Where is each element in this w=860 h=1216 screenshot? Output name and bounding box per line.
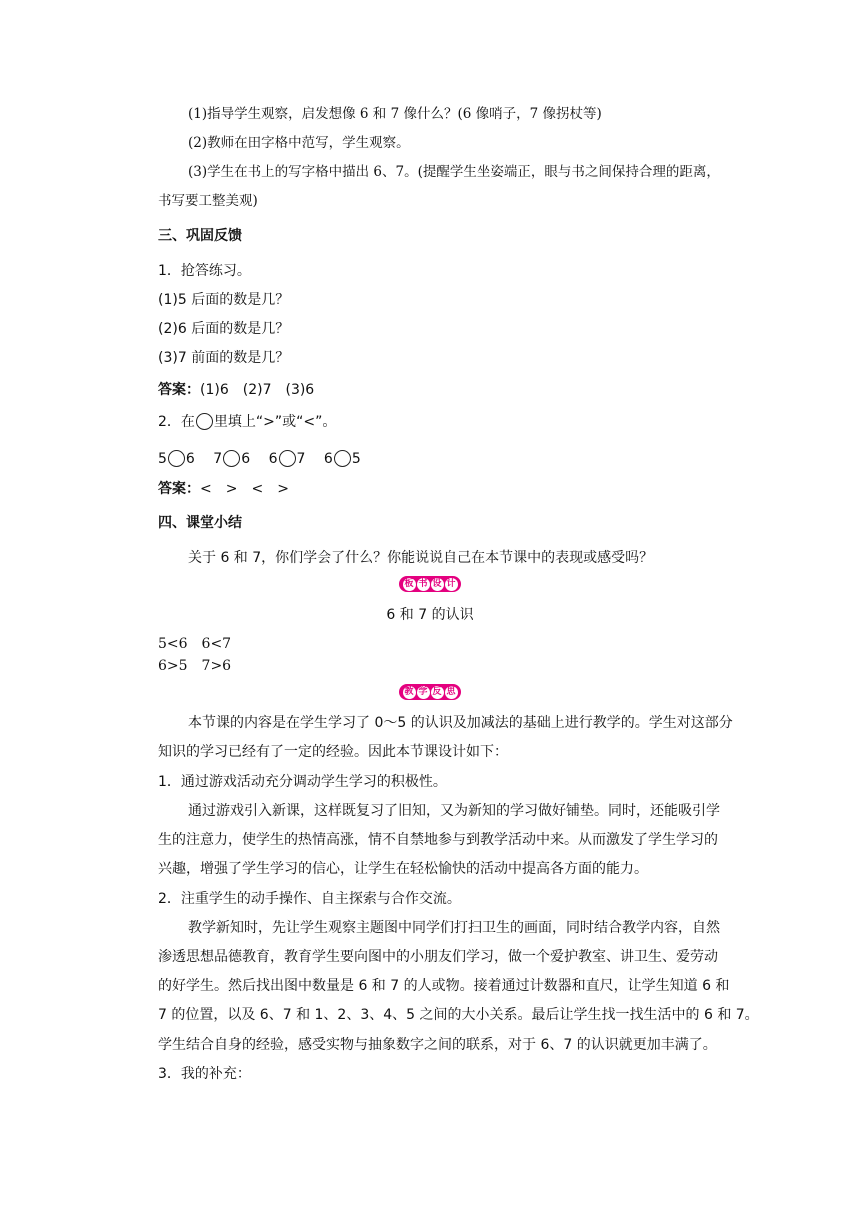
exercise-2-suffix: 里填上“>”或“<”。 — [213, 414, 337, 430]
comparison-item: 6 5 — [323, 451, 361, 467]
section-heading-3: 三、巩固反馈 — [158, 228, 242, 244]
reflection-point-3: 3．我的补充： — [158, 1066, 251, 1082]
instruction-step-1: (1)指导学生观察，启发想像 6 和 7 像什么？(6 像哨子，7 像拐杖等) — [188, 106, 602, 122]
reflection-para-3-cont-1: 渗透思想品德教育，教育学生要向图中的小朋友们学习，做一个爱护教室、讲卫生、爱劳动 — [158, 949, 718, 965]
reflection-para-2: 通过游戏引入新课，这样既复习了旧知，又为新知的学习做好铺垫。同时，还能吸引学 — [188, 803, 720, 819]
comparison-row — [158, 449, 361, 469]
exercise-1-q2: (2)6 后面的数是几？ — [158, 321, 290, 337]
blank-circle-icon — [196, 413, 213, 430]
section-heading-4: 四、课堂小结 — [158, 515, 242, 531]
comparison-item: 7 6 — [213, 451, 251, 467]
instruction-step-3: (3)学生在书上的写字格中描出 6、7。(提醒学生坐姿端正，眼与书之间保持合理的距离， — [188, 164, 720, 180]
reflection-para-1-cont: 知识的学习已经有了一定的经验。因此本节课设计如下： — [158, 744, 508, 760]
exercise-1-q3: (3)7 前面的数是几？ — [158, 350, 290, 366]
reflection-point-2: 2．注重学生的动手操作、自主探索与合作交流。 — [158, 891, 461, 907]
comparison-item: 5 6 — [158, 451, 195, 467]
summary-text: 关于 6 和 7，你们学会了什么？你能说说自己在本节课中的表现或感受吗？ — [188, 550, 654, 566]
reflection-para-3-cont-2: 的好学生。然后找出图中数量是 6 和 7 的人或物。接着通过计数器和直尺，让学生知道 6 和 — [158, 978, 730, 994]
reflection-para-1: 本节课的内容是在学生学习了 0～5 的认识及加减法的基础上进行教学的。学生对这部分 — [188, 715, 733, 731]
answer-label: 答案： — [158, 382, 200, 398]
exercise-2-answer — [158, 479, 289, 499]
board-row-1: 5<6 6<7 — [158, 636, 232, 652]
reflection-para-3-cont-3: 7 的位置，以及 6、7 和 1、2、3、4、5 之间的大小关系。最后让学生找一找生活中的 6 和 7。 — [158, 1007, 759, 1023]
board-row-2: 6>5 7>6 — [158, 658, 232, 674]
instruction-step-2: (2)教师在田字格中范写，学生观察。 — [188, 135, 410, 151]
reflection-point-1: 1．通过游戏活动充分调动学生学习的积极性。 — [158, 774, 447, 790]
answer-label: 答案： — [158, 481, 200, 497]
board-title: 6 和 7 的认识 — [386, 607, 474, 623]
answer-text: < > < > — [200, 481, 289, 497]
reflection-para-2-cont-2: 兴趣，增强了学生学习的信心，让学生在轻松愉快的活动中提高各方面的能力。 — [158, 861, 648, 877]
blank-circle-icon — [223, 450, 240, 467]
teaching-reflection-badge: 教 学 反 思 — [0, 684, 860, 703]
comparison-item: 6 7 — [268, 451, 306, 467]
instruction-step-3-cont: 书写要工整美观) — [158, 193, 258, 209]
exercise-1-answer — [158, 380, 314, 400]
blank-circle-icon — [334, 450, 351, 467]
exercise-1-q1: (1)5 后面的数是几？ — [158, 292, 290, 308]
blank-circle-icon — [168, 450, 185, 467]
exercise-2-prefix: 2．在 — [158, 414, 195, 430]
blank-circle-icon — [279, 450, 296, 467]
exercise-2-title — [158, 412, 336, 432]
reflection-para-2-cont-1: 生的注意力，使学生的热情高涨，情不自禁地参与到教学活动中来。从而激发了学生学习的 — [158, 832, 718, 848]
exercise-1-title: 1．抢答练习。 — [158, 263, 251, 279]
answer-text: (1)6 (2)7 (3)6 — [200, 382, 315, 398]
board-design-badge: 板 书 设 计 — [0, 576, 860, 595]
reflection-para-3: 教学新知时，先让学生观察主题图中同学们打扫卫生的画面，同时结合教学内容，自然 — [188, 920, 720, 936]
reflection-para-3-cont-4: 学生结合自身的经验，感受实物与抽象数字之间的联系，对于 6、7 的认识就更加丰满了。 — [158, 1037, 717, 1053]
